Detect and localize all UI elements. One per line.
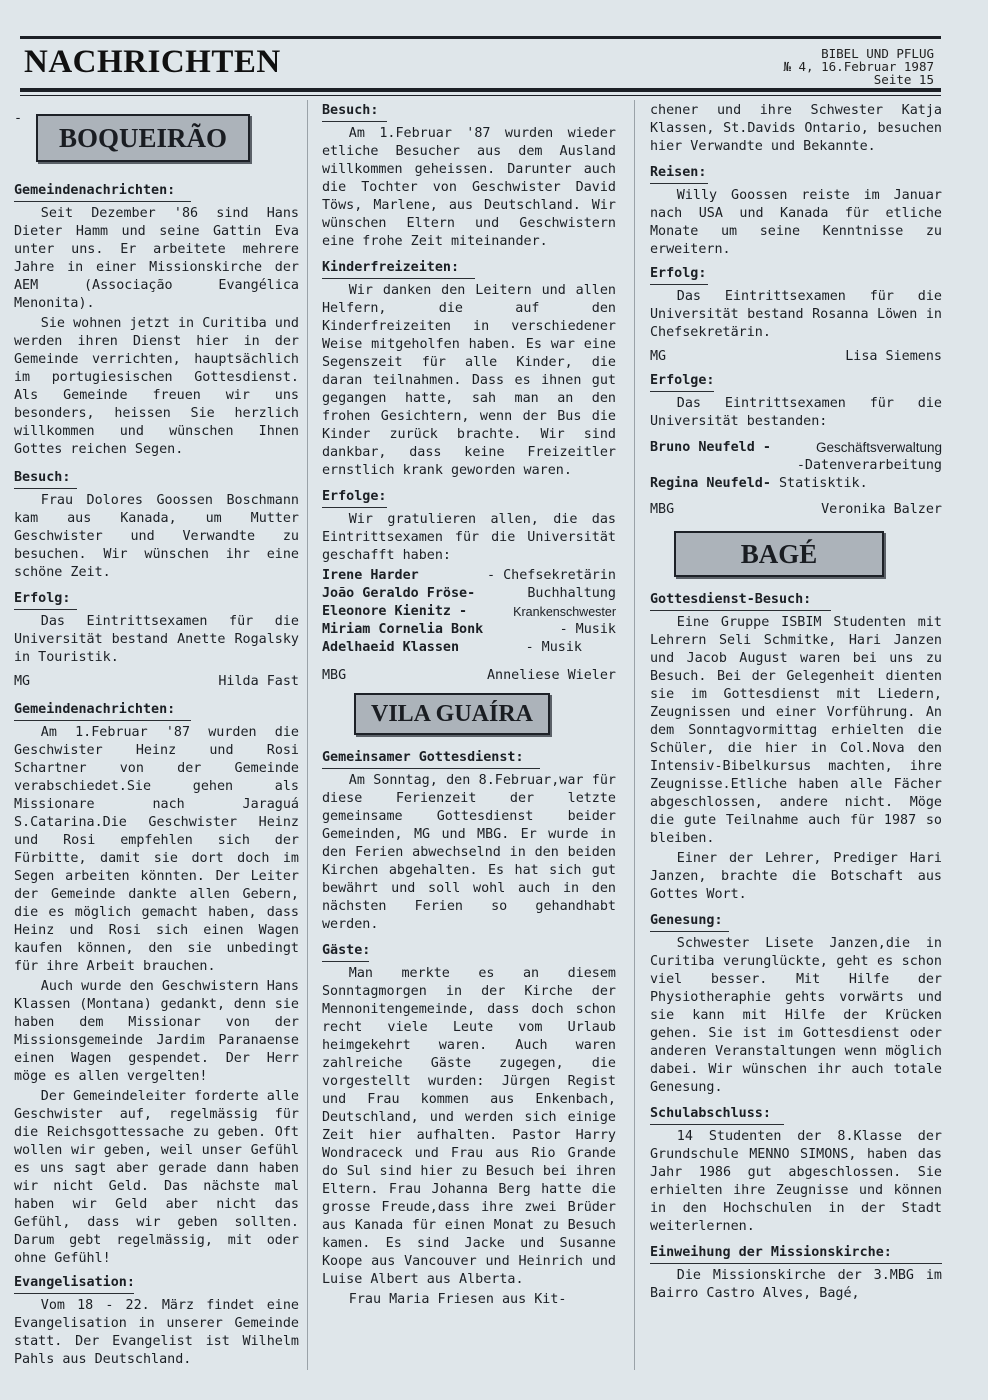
list-item: Eleonore Kienitz - Krankenschwester <box>322 604 616 619</box>
heading-underline <box>650 284 708 285</box>
gemeinsamer-gottesdienst-heading: Gemeinsamer Gottesdienst: <box>322 750 524 765</box>
section-title-bage: BAGÉ <box>674 531 884 577</box>
einweihung-paragraph: Die Missionskirche der 3.MBG im Bairro Castro Alves, Bagé, <box>650 1268 942 1301</box>
gaeste-paragraph: Man merkte es an diesem Sonntagmorgen in der Kirche der Mennonitengemeinde, dass doch schon recht viele Leute vom Urlaub heimgekehrt waren. Auch waren zahlreiche Gäste zugegen, die vorgestellt wurden: Jürgen Regist und Frau kommen aus Enkenbach, Deutschland, und werden sich einige Zeit hier aufhalten. Pastor Harry Wondraceck und Frau aus Rio Grande do Sul sind hier zu Besuch bei ihren Eltern. Frau Johanna Berg hatte die grosse Freude,dass ihre zwei Brüder aus Kanada für einen Monat zu Besuch kamen. Es sind Jacke und Susanne Koope aus Vancouver und Heinrich und Luise Albert aus Alberta. <box>322 966 616 1287</box>
besuch-heading: Besuch: <box>14 470 71 485</box>
heading-underline <box>322 121 387 122</box>
continued-paragraph: chener und ihre Schwester Katja Klassen, St.Davids Ontario, besuchen hier Verwandte und Bekannte. <box>650 103 942 154</box>
signature-congregation: MG <box>650 349 667 364</box>
section-title-boqueirao: BOQUEIRÃO <box>36 114 250 162</box>
erfolge-heading: Erfolge: <box>322 489 387 504</box>
signature-congregation: MBG <box>322 668 347 683</box>
column-vila-guaira <box>322 102 616 1311</box>
besuch-paragraph: Frau Dolores Goossen Boschmann kam aus Kanada, um Mutter Geschwister und Verwandte zu besuchen. Wir wünschen ihr eine schöne Zeit. <box>14 493 299 580</box>
schulabschluss-heading: Schulabschluss: <box>650 1106 771 1121</box>
heading-underline <box>650 183 708 184</box>
signature-author: Hilda Fast <box>218 674 299 689</box>
gaeste-heading: Gäste: <box>322 943 371 958</box>
signature-row <box>14 673 299 691</box>
signature-congregation: MG <box>14 674 31 689</box>
signature-author: Lisa Siemens <box>845 349 942 364</box>
column-divider-2 <box>634 100 635 1370</box>
graduates-list <box>322 567 616 657</box>
column-bage <box>650 102 942 1305</box>
gemeindenachrichten-heading-1: Gemeindenachrichten: <box>14 183 176 198</box>
verabschiedung-paragraph: Am 1.Februar '87 wurden die Geschwister Heinz und Rosi Schartner von der Gemeinde verabschiedet.Sie gehen als Missionare nach Jaraguá S.Catarina.Die Geschwister Heinz und Rosi empfehlen sich der Fürbitte, damit sie dort doch im Segen arbeiten könnten. Der Leiter der Gemeinde dankte allen Gebern, die es möglich gemacht haben, dass Heinz und Rosi sich einen Wagen kaufen können, den sie unbedingt für ihre Arbeit brauchen. <box>14 725 299 974</box>
gottesdienst-besuch-heading: Gottesdienst-Besuch: <box>650 592 812 607</box>
heading-underline <box>650 610 831 611</box>
botschaft-paragraph: Einer der Lehrer, Prediger Hari Janzen, brachte die Botschaft aus Gottes Wort. <box>650 851 942 902</box>
reisen-heading: Reisen: <box>650 165 707 180</box>
besuch-paragraph: Am 1.Februar '87 wurden wieder etliche Besucher aus dem Ausland willkommen geheissen. Darunter auch die Tochter von Geschwister David Töws, Marlene, aus Deutschland. Wir wünschen Eltern und Geschwistern eine frohe Zeit miteinander. <box>322 126 616 249</box>
publication-name: BIBEL UND PFLUG <box>821 46 934 61</box>
evangelisation-heading: Evangelisation: <box>14 1275 135 1290</box>
heading-underline <box>14 609 77 610</box>
signature-row <box>322 667 616 685</box>
gemeindenachrichten-paragraph-2: Sie wohnen jetzt in Curitiba und werden ihren Dienst hier in der Gemeinde verrichten, hauptsächlich im portugiesischen Gottesdienst. Als Gemeinde freuen wir uns besonders, heissen Sie herzlich willkommen und wünschen Ihnen Gottes reichen Segen. <box>14 316 299 457</box>
column-boqueirao <box>14 102 299 1371</box>
signature-author: Veronika Balzer <box>821 502 942 517</box>
einweihung-heading: Einweihung der Missionskirche: <box>650 1245 892 1260</box>
genesung-heading: Genesung: <box>650 913 723 928</box>
list-item: João Geraldo Fröse- Buchhaltung <box>322 586 616 601</box>
heading-underline <box>14 1293 134 1294</box>
page-number: Seite 15 <box>873 72 934 87</box>
erfolge-paragraph: Das Eintrittsexamen für die Universität bestanden: <box>650 396 942 429</box>
evangelisation-paragraph: Vom 18 - 22. März findet eine Evangelisation in unserer Gemeinde statt. Der Evangelist ist Wilhelm Pahls aus Deutschland. <box>14 1298 299 1367</box>
erfolge-paragraph: Wir gratulieren allen, die das Eintrittsexamen für die Universität geschafft haben: <box>322 512 616 563</box>
besuch-heading: Besuch: <box>322 103 379 118</box>
list-item: Bruno Neufeld - Geschäftsverwaltung <box>650 440 942 455</box>
heading-underline <box>322 278 475 279</box>
list-item: Irene Harder - Chefsekretärin <box>322 568 616 583</box>
issue-date: № 4, 16.Februar 1987 <box>783 59 934 74</box>
gottesdienst-paragraph: Am Sonntag, den 8.Februar,war für diese Ferienzeit der letzte gemeinsame Gottesdienst beider Gemeinden, MG und MBG. Er wurde in den Ferien abwechselnd in den beiden Kirchen abgehalten. Es hat sich gut bewährt und soll wohl auch in den nächsten Ferien so gehandhabt werden. <box>322 773 616 932</box>
heading-underline <box>14 720 191 721</box>
section-title-vila-guaira: VILA GUAÍRA <box>354 693 550 735</box>
gemeindenachrichten-paragraph-1: Seit Dezember '86 sind Hans Dieter Hamm und seine Gattin Eva unter uns. Er arbeitete mehrere Jahre in einer Missionskirche der AEM (Associação Evangélica Menonita). <box>14 206 299 311</box>
signature-row <box>650 348 942 366</box>
heading-underline <box>14 488 77 489</box>
erfolg-heading: Erfolg: <box>650 266 707 281</box>
heading-underline <box>650 1124 784 1125</box>
geben-paragraph: Der Gemeindeleiter forderte alle Geschwister auf, regelmässig für die Reichsgottessache zu geben. Oft wollen wir geben, weil unser Gefühl es uns sagt aber gerade dann haben wir nicht Geld. Das nächste mal haben wir Geld aber nicht das Gefühl, dass wir geben sollten. Darum gebt regelmässig, mit oder ohne Gefühl! <box>14 1089 299 1266</box>
masthead-title: NACHRICHTEN <box>24 44 281 80</box>
erfolge-heading: Erfolge: <box>650 373 715 388</box>
top-rule <box>20 36 941 39</box>
erfolg-paragraph: Das Eintrittsexamen für die Universität bestand Rosanna Löwen in Chefsekretärin. <box>650 289 942 340</box>
list-item: Regina Neufeld- Statisktik. <box>650 476 868 491</box>
schulabschluss-paragraph: 14 Studenten der 8.Klasse der Grundschule MENNO SIMONS, haben das Jahr 1986 gut abgeschlossen. Sie erhielten ihre Zeugnisse und können in den Hochschulen in der Stadt weiterlernen. <box>650 1129 942 1234</box>
dash-mark: - <box>14 111 23 126</box>
header-rule-thin <box>20 95 941 96</box>
heading-underline <box>650 931 729 932</box>
gaeste-continued: Frau Maria Friesen aus Kit- <box>348 1292 567 1307</box>
signature-congregation: MBG <box>650 502 675 517</box>
dank-paragraph: Auch wurde den Geschwistern Hans Klassen (Montana) gedankt, denn sie haben dem Missionar von der Missionsgemeinde Jardim Paranaense einen Wagen gespendet. Der Herr möge es allen vergelten! <box>14 979 299 1084</box>
kinderfreizeiten-heading: Kinderfreizeiten: <box>322 260 460 275</box>
heading-underline <box>650 391 714 392</box>
reisen-paragraph: Willy Goossen reiste im Januar nach USA und Kanada für etliche Monate um seine Kenntnisse zu erweitern. <box>650 188 942 257</box>
list-item: Adelhaeid Klassen - Musik <box>322 640 582 655</box>
heading-underline <box>650 1263 942 1264</box>
heading-underline <box>14 201 191 202</box>
kinderfreizeiten-paragraph: Wir danken den Leitern und allen Helfern, die auf den Kinderfreizeiten in verschiedener Weise mitgeholfen haben. Es war eine Segenszeit für alle Kinder, die daran teilnahmen. Dass es ihnen gut gegangen hatte, sah man an den frohen Gesichtern, wenn der Bus die Kinder zurück brachte. Wir sind dankbar, dass keine Freizeitler ernstlich krank geworden waren. <box>322 283 616 478</box>
list-item-continued: -Datenverarbeitung <box>796 458 942 473</box>
heading-underline <box>322 768 540 769</box>
header-rule-thick <box>20 88 941 92</box>
erfolg-paragraph: Das Eintrittsexamen für die Universität bestand Anette Rogalsky in Touristik. <box>14 614 299 665</box>
heading-underline <box>322 961 369 962</box>
signature-row <box>650 501 942 519</box>
issue-info <box>783 47 934 86</box>
erfolg-heading: Erfolg: <box>14 591 71 606</box>
gemeindenachrichten-heading-2: Gemeindenachrichten: <box>14 702 176 717</box>
signature-author: Anneliese Wieler <box>487 668 616 683</box>
genesung-paragraph: Schwester Lisete Janzen,die in Curitiba verunglückte, geht es schon viel besser. Mit Hilfe der Physiotheraphie gehts vorwärts und sie kann mit Hilfe der Krücken gehen. Sie ist im Gottesdienst oder anderen Veranstaltungen wenn möglich dabei. Wir wünschen ihr auch totale Genesung. <box>650 936 942 1095</box>
heading-underline <box>322 507 387 508</box>
gottesdienst-besuch-paragraph: Eine Gruppe ISBIM Studenten mit Lehrern Seli Schmitke, Hari Janzen und Jacob August waren bei uns zu Besuch. Bei der Gelegenheit dienten sie im Gottesdienst mit Liedern, Zeugnissen und einer Vorführung. An dem Sonntagvormittag erhielten die Schüler, die hier in Col.Nova den Intensiv-Bibelkursus machten, ihre Zeugnisse.Etliche haben alle Fächer abgeschlossen, andere nicht. Möge die gute Teilnahme auch für 1987 so bleiben. <box>650 615 942 846</box>
column-divider-1 <box>307 100 308 1370</box>
list-item: Miriam Cornelia Bonk - Musik <box>322 622 616 637</box>
